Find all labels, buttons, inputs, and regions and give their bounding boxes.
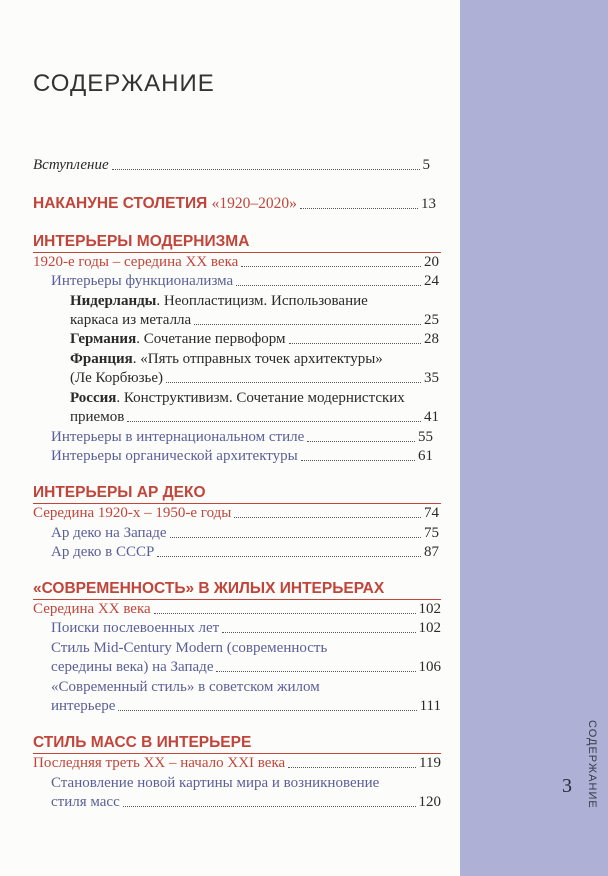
toc-label: Ар деко на Западе bbox=[51, 525, 167, 541]
toc-page: 20 bbox=[424, 254, 439, 270]
leader-dots bbox=[157, 556, 421, 557]
toc-label: Поиски послевоенных лет bbox=[51, 620, 220, 636]
toc-entry-midcentury[interactable] bbox=[51, 658, 441, 676]
toc-page: 102 bbox=[418, 601, 441, 617]
leader-dots bbox=[241, 266, 421, 267]
toc-label: середины века) на Западе bbox=[51, 659, 214, 675]
toc-page: 55 bbox=[418, 429, 433, 445]
section-heading-artdeco: ИНТЕРЬЕРЫ АР ДЕКО bbox=[33, 484, 206, 501]
toc-label: Вступление bbox=[33, 157, 109, 173]
toc-page: 74 bbox=[424, 505, 439, 521]
toc-entry-artdeco-period[interactable] bbox=[33, 504, 439, 522]
leader-dots bbox=[123, 806, 416, 807]
toc-entry-modernity-period[interactable] bbox=[33, 600, 441, 618]
toc-page: 102 bbox=[418, 620, 441, 636]
toc-entry-formation-line1[interactable]: Становление новой картины мира и возникновение bbox=[51, 775, 380, 791]
toc-label: НАКАНУНЕ СТОЛЕТИЯ «1920–2020» bbox=[33, 195, 297, 212]
toc-page: 28 bbox=[424, 331, 439, 347]
toc-label: Середина 1920-х – 1950-е годы bbox=[33, 505, 232, 521]
toc-entry-midcentury-line1[interactable]: Стиль Mid-Century Modern (современность bbox=[51, 640, 328, 656]
toc-entry-organic[interactable] bbox=[51, 447, 433, 465]
leader-dots bbox=[216, 671, 415, 672]
page-number: 3 bbox=[562, 775, 572, 797]
toc-entry-eve[interactable] bbox=[33, 195, 436, 213]
toc-label: приемов bbox=[70, 409, 125, 425]
toc-label: Ар деко в СССР bbox=[51, 544, 155, 560]
toc-page: 41 bbox=[424, 409, 439, 425]
leader-dots bbox=[118, 710, 416, 711]
toc-page: 111 bbox=[419, 698, 441, 714]
toc-entry-modernism-period[interactable] bbox=[33, 253, 439, 271]
toc-page: 120 bbox=[418, 794, 441, 810]
toc-page: 24 bbox=[424, 273, 439, 289]
leader-dots bbox=[112, 169, 420, 170]
leader-dots bbox=[222, 632, 415, 633]
leader-dots bbox=[288, 767, 416, 768]
toc-entry-germany[interactable] bbox=[70, 330, 439, 348]
toc-entry-mass-period[interactable] bbox=[33, 754, 441, 772]
leader-dots bbox=[289, 343, 421, 344]
leader-dots bbox=[307, 441, 415, 442]
leader-dots bbox=[154, 613, 416, 614]
toc-page: 75 bbox=[424, 525, 439, 541]
side-running-title: СОДЕРЖАНИЕ bbox=[586, 720, 598, 809]
page-title: СОДЕРЖАНИЕ bbox=[33, 70, 215, 97]
toc-entry-artdeco-west[interactable] bbox=[51, 524, 439, 542]
leader-dots bbox=[236, 285, 421, 286]
toc-entry-international[interactable] bbox=[51, 428, 433, 446]
toc-label: каркаса из металла bbox=[70, 312, 192, 328]
toc-entry-france-line1[interactable]: Франция. «Пять отправных точек архитектуры» bbox=[70, 351, 383, 367]
toc-entry-netherlands[interactable] bbox=[70, 311, 439, 329]
toc-page: 106 bbox=[418, 659, 441, 675]
leader-dots bbox=[194, 324, 421, 325]
toc-page: 61 bbox=[418, 448, 433, 464]
toc-page: 35 bbox=[424, 370, 439, 386]
toc-label: Последняя треть XX – начало XXI века bbox=[33, 755, 286, 771]
leader-dots bbox=[300, 208, 418, 209]
toc-label: Германия. Сочетание первоформ bbox=[70, 331, 286, 347]
toc-entry-soviet[interactable] bbox=[51, 697, 441, 715]
toc-entry-artdeco-ussr[interactable] bbox=[51, 543, 439, 561]
toc-entry-formation[interactable] bbox=[51, 793, 441, 811]
toc-label: Интерьеры функционализма bbox=[51, 273, 234, 289]
leader-dots bbox=[170, 537, 421, 538]
toc-page: 5 bbox=[422, 157, 430, 173]
toc-entry-intro[interactable] bbox=[33, 156, 430, 174]
toc-label: Интерьеры органической архитектуры bbox=[51, 448, 298, 464]
toc-entry-soviet-line1[interactable]: «Современный стиль» в советском жилом bbox=[51, 679, 320, 695]
toc-label: 1920-е годы – середина XX века bbox=[33, 254, 239, 270]
toc-entry-postwar[interactable] bbox=[51, 619, 441, 637]
leader-dots bbox=[127, 421, 421, 422]
toc-label: Середина XX века bbox=[33, 601, 151, 617]
toc-label: (Ле Корбюзье) bbox=[70, 370, 163, 386]
leader-dots bbox=[301, 460, 415, 461]
section-heading-mass: СТИЛЬ МАСС В ИНТЕРЬЕРЕ bbox=[33, 734, 252, 751]
toc-page: 119 bbox=[419, 755, 441, 771]
toc-entry-france[interactable] bbox=[70, 369, 439, 387]
toc-entry-russia-line1[interactable]: Россия. Конструктивизм. Сочетание модернистских bbox=[70, 390, 405, 406]
leader-dots bbox=[234, 517, 421, 518]
leader-dots bbox=[166, 382, 421, 383]
toc-page: 13 bbox=[421, 196, 436, 212]
toc-label: интерьере bbox=[51, 698, 116, 714]
toc-entry-netherlands-line1[interactable]: Нидерланды. Неопластицизм. Использование bbox=[70, 293, 368, 309]
section-heading-modernity: «СОВРЕМЕННОСТЬ» В ЖИЛЫХ ИНТЕРЬЕРАХ bbox=[33, 580, 385, 597]
section-heading-modernism: ИНТЕРЬЕРЫ МОДЕРНИЗМА bbox=[33, 233, 250, 250]
toc-entry-russia[interactable] bbox=[70, 408, 439, 426]
toc-page: 87 bbox=[424, 544, 439, 560]
toc-entry-functionalism[interactable] bbox=[51, 272, 439, 290]
toc-label: стиля масс bbox=[51, 794, 120, 810]
toc-label: Интерьеры в интернациональном стиле bbox=[51, 429, 305, 445]
toc-page: 25 bbox=[424, 312, 439, 328]
